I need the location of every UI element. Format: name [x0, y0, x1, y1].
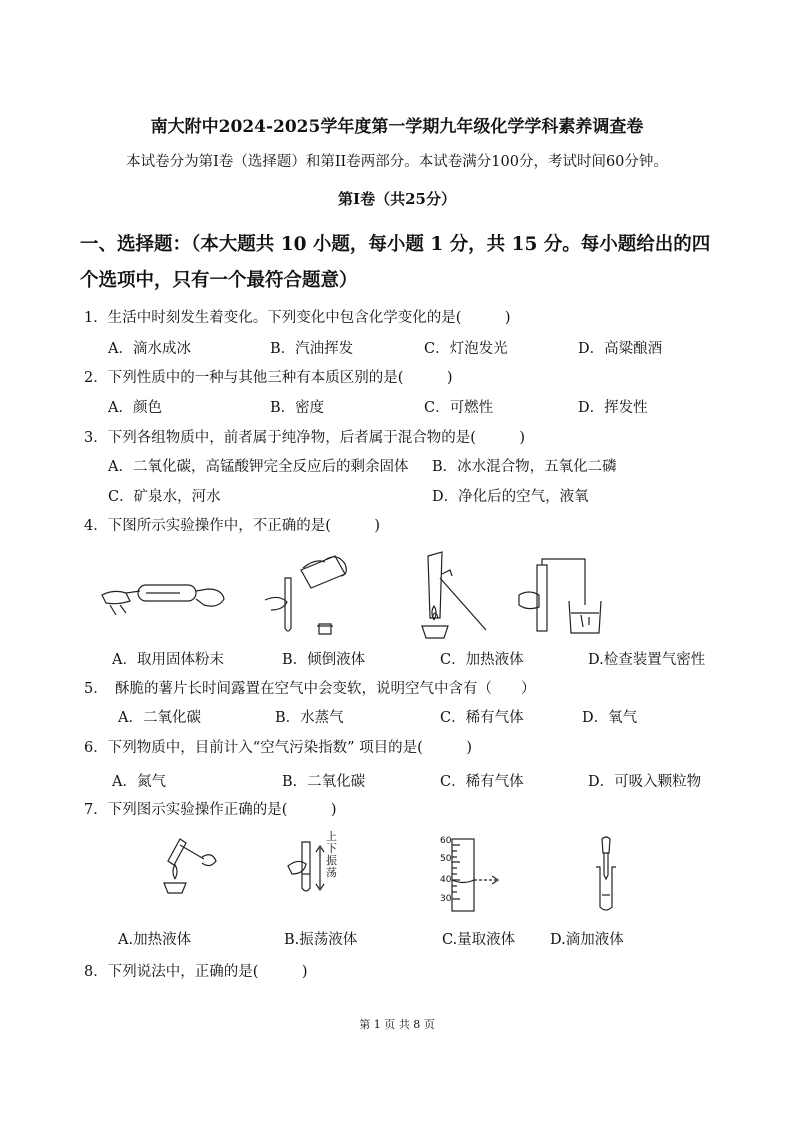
question-8-stem: 8．下列说法中，正确的是( ) [84, 964, 308, 980]
part-heading: 第Ⅰ卷（共25分） [338, 190, 456, 208]
question-2-stem: 2．下列性质中的一种与其他三种有本质区别的是( ) [84, 370, 453, 386]
question-3-stem: 3．下列各组物质中，前者属于纯净物，后者属于混合物的是( ) [84, 430, 526, 446]
dropper-figure [580, 835, 630, 915]
question-2-option-b: B．密度 [270, 400, 325, 416]
question-3-option-b: B．冰水混合物，五氧化二磷 [432, 459, 617, 475]
cylinder-tick-30: 30 [440, 894, 452, 904]
question-5-stem: 5． 酥脆的薯片长时间露置在空气中会变软，说明空气中含有（ ） [84, 681, 536, 697]
pour-liquid-figure [245, 548, 360, 643]
question-1-option-b: B．汽油挥发 [270, 341, 354, 357]
question-4-option-b: B．倾倒液体 [282, 652, 366, 668]
cylinder-tick-50: 50 [440, 854, 452, 864]
heat-liquid-figure [400, 548, 500, 643]
question-3-option-d: D．净化后的空气，液氧 [432, 489, 589, 505]
question-7-option-a: A.加热液体 [118, 932, 192, 948]
question-5-option-a: A．二氧化碳 [118, 710, 201, 726]
question-3-option-a: A．二氧化碳，高锰酸钾完全反应后的剩余固体 [108, 459, 409, 475]
question-1-option-c: C．灯泡发光 [424, 341, 508, 357]
airtightness-check-figure [515, 555, 615, 640]
question-2-option-a: A．颜色 [108, 400, 162, 416]
question-5-option-b: B．水蒸气 [275, 710, 344, 726]
question-3-option-c: C．矿泉水，河水 [108, 489, 221, 505]
question-2-option-c: C．可燃性 [424, 400, 494, 416]
cylinder-tick-40: 40 [440, 875, 452, 885]
question-6-option-c: C．稀有气体 [440, 774, 524, 790]
question-6-option-d: D．可吸入颗粒物 [588, 774, 702, 790]
question-4-option-c: C．加热液体 [440, 652, 524, 668]
question-5-option-c: C．稀有气体 [440, 710, 524, 726]
question-4-option-d: D.检查装置气密性 [588, 652, 706, 668]
question-5-option-d: D．氧气 [582, 710, 638, 726]
page-title: 南大附中2024-2025学年度第一学期九年级化学学科素养调查卷 [150, 117, 644, 137]
question-7-option-c: C.量取液体 [442, 932, 516, 948]
section-heading-line1: 一、选择题：（本大题共 10 小题，每小题 1 分，共 15 分。每小题给出的四 [80, 234, 711, 255]
question-1-option-d: D．高粱酿酒 [578, 341, 663, 357]
question-7-option-b: B.振荡液体 [284, 932, 358, 948]
question-4-stem: 4．下图所示实验操作中，不正确的是( ) [84, 518, 381, 534]
question-6-stem: 6．下列物质中，目前计入“空气污染指数” 项目的是( ) [84, 740, 472, 756]
section-heading-line2: 个选项中，只有一个最符合题意） [80, 270, 358, 291]
shake-label: 上下振荡 [326, 830, 337, 879]
page-footer: 第 1 页 共 8 页 [359, 1018, 435, 1031]
question-1-option-a: A．滴水成冰 [108, 341, 191, 357]
question-2-option-d: D．挥发性 [578, 400, 648, 416]
shake-liquid-figure [282, 828, 352, 908]
powder-sampling-figure [100, 575, 230, 625]
cylinder-tick-60: 60 [440, 836, 452, 846]
question-4-option-a: A．取用固体粉末 [112, 652, 224, 668]
question-1-stem: 1．生活中时刻发生着变化。下列变化中包含化学变化的是( ) [84, 310, 511, 326]
question-6-option-b: B．二氧化碳 [282, 774, 366, 790]
heat-liquid-figure-q7 [150, 835, 230, 897]
question-7-option-d: D.滴加液体 [550, 932, 624, 948]
exam-instructions: 本试卷分为第Ⅰ卷（选择题）和第II卷两部分。本试卷满分100分，考试时间60分钟。 [126, 154, 668, 170]
question-7-stem: 7．下列图示实验操作正确的是( ) [84, 802, 337, 818]
question-6-option-a: A．氮气 [112, 774, 166, 790]
